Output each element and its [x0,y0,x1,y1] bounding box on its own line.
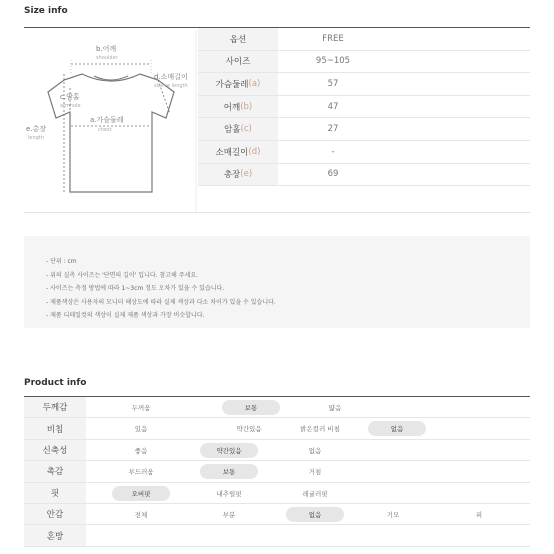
note-line: - 제품 디테일컷의 색상이 실제 제품 색상과 가장 비슷합니다. [46,312,205,319]
size-label: 어깨 (b) [198,96,278,118]
size-row [198,73,530,96]
option-pill: 밝은컬러 비침 [300,425,340,434]
size-value: FREE [322,33,344,44]
label-armhole-en: armhole [60,103,81,109]
size-row [198,96,530,119]
option-pill: 피 [475,510,483,519]
option-pill: 부드러움 [128,468,154,477]
option-pill: 기모 [386,510,400,519]
size-row [198,141,530,164]
note-line: - 제품색상은 사용자의 모니터 해상도에 따라 실제 색상과 다소 차이가 있을 수 있습니다. [46,298,276,306]
size-notes-box [24,236,530,328]
size-row [198,164,530,187]
product-label: 안감 [24,504,86,524]
size-value: 57 [327,78,339,89]
label-chest: a.가슴둘레 [90,116,124,124]
label-chest-en: chest [98,127,112,133]
size-label: 가슴둘레 (a) [198,73,278,95]
product-row-texture [24,461,530,482]
option-pill-selected: 없음 [368,421,426,436]
note-line: - 위의 실측 사이즈는 '단면의 길이' 입니다. 참고해 주세요. [46,271,199,279]
option-pill: 약간있음 [236,425,262,434]
option-pill: 없음 [308,446,322,455]
size-label: 옵션 [198,28,278,50]
label-length: e.총장 [26,125,47,133]
product-label: 비침 [24,418,86,438]
tshirt-outline [48,74,174,192]
label-sleeve: d.소매길이 [154,73,188,81]
product-row-thickness [24,397,530,418]
label-shoulder-en: shoulder [96,55,118,61]
product-label: 촉감 [24,461,86,481]
tshirt-size-diagram [24,30,198,213]
option-pill: 좋음 [134,446,148,455]
size-row [198,118,530,141]
size-label: 암홀 (c) [198,118,278,140]
option-pill-selected: 오버핏 [112,486,170,501]
size-value: - [331,146,335,157]
size-table [198,28,530,186]
product-row-elasticity [24,440,530,461]
label-armhole: c.암홀 [60,93,80,101]
product-row-blend [24,525,530,546]
size-value: 69 [327,169,339,180]
product-label: 혼방 [24,525,86,545]
option-pill: 거침 [308,468,322,477]
option-pill: 부분 [222,510,236,519]
size-value: 27 [327,124,339,135]
size-value: 47 [327,101,339,112]
label-length-en: length [28,135,44,141]
option-pill: 두꺼움 [131,404,151,412]
product-row-sheerness [24,418,530,439]
size-row [198,28,530,51]
option-pill: 레귤러핏 [302,489,328,498]
option-pill-selected: 없음 [286,507,344,522]
size-info-title: Size info [24,6,68,16]
option-pill: 전체 [134,510,148,519]
size-row [198,51,530,74]
option-pill: 얇음 [328,404,342,412]
size-info-bottom-rule [24,212,530,213]
option-pill: 내추럴핏 [216,489,242,498]
product-label: 두께감 [24,397,86,417]
option-pill-selected: 보통 [222,400,280,415]
product-row-lining [24,504,530,525]
note-line: - 사이즈는 측정 방법에 따라 1~3cm 정도 오차가 있을 수 있습니다. [46,285,225,292]
label-shoulder: b.어깨 [96,45,117,53]
size-label: 사이즈 [198,51,278,73]
product-info-title: Product info [24,378,87,388]
tshirt-diagram-svg [24,30,198,213]
option-pill-selected: 보통 [200,464,258,479]
product-info-table [24,397,530,547]
product-label: 신축성 [24,440,86,460]
option-pill: 있음 [134,425,148,434]
size-label: 소매길이 (d) [198,141,278,163]
size-value: 95~105 [315,56,351,67]
product-row-fit [24,483,530,504]
product-label: 핏 [24,483,86,503]
size-label: 총장 (e) [198,164,278,186]
note-line: - 단위 : cm [46,258,77,265]
label-sleeve-en: sleeve length [154,83,188,89]
option-pill-selected: 약간있음 [200,443,258,458]
